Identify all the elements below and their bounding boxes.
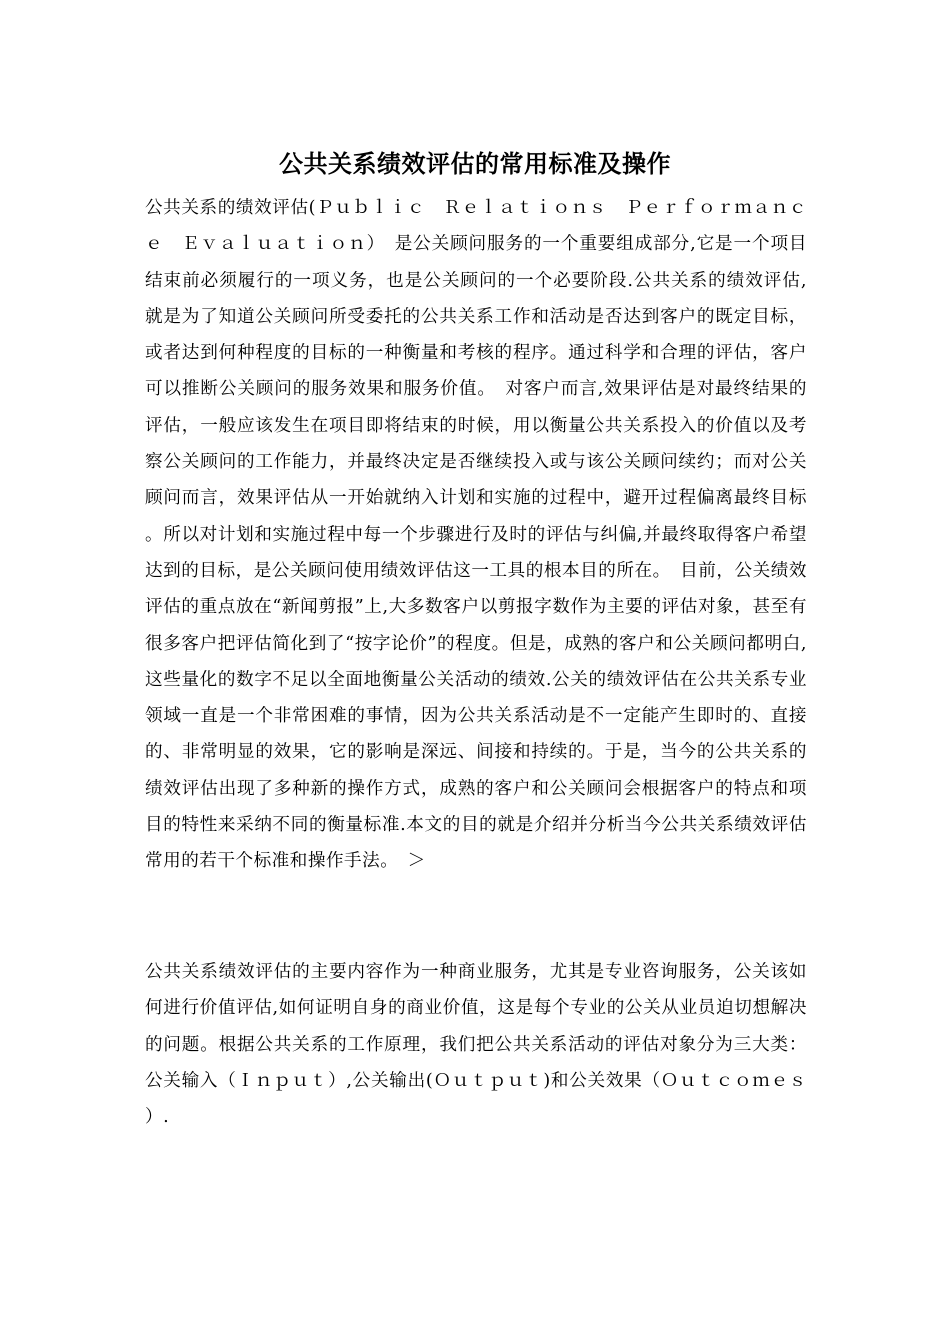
body-paragraph-2: 公共关系绩效评估的主要内容作为一种商业服务，尤其是专业咨询服务，公关该如何进行价值评估,如何证明自身的商业价值，这是每个专业的公关从业员迫切想解决的问题。根据公共关系的工作原理，我们把公共关系活动的评估对象分为三大类：公关输入（Ｉｎｐｕｔ）,公关输出(Ｏｕｔｐｕｔ)和公关效果（Ｏｕｔｃｏｍｅｓ）. [145, 962, 807, 1128]
body-paragraph-1: 公共关系的绩效评估(Ｐｕｂｌｉｃ Ｒｅｌａｔｉｏｎｓ Ｐｅｒｆｏｒｍａｎｃｅ Ｅｖａｌｕａｔｉｏｎ） 是公关顾问服务的一个重要组成部分,它是一个项目结束前必须履行的一项义务，也是公关顾问的一个必要阶段.公共关系的绩效评估,就是为了知道公关顾问所受委托的公共关系工作和活动是否达到客户的既定目标，或者达到何种程度的目标的一种衡量和考核的程序。通过科学和合理的评估，客户可以推断公关顾问的服务效果和服务价值。 对客户而言,效果评估是对最终结果的评估，一般应该发生在项目即将结束的时候，用以衡量公共关系投入的价值以及考察公关顾问的工作能力，并最终决定是否继续投入或与该公关顾问续约；而对公关顾问而言，效果评估从一开始就纳入计划和实施的过程中，避开过程偏离最终目标。所以对计划和实施过程中每一个步骤进行及时的评估与纠偏,并最终取得客户希望达到的目标，是公关顾问使用绩效评估这一工具的根本目的所在。 目前，公关绩效评估的重点放在“新闻剪报”上,大多数客户以剪报字数作为主要的评估对象，甚至有很多客户把评估简化到了“按字论价”的程度。但是，成熟的客户和公关顾问都明白,这些量化的数字不足以全面地衡量公关活动的绩效.公关的绩效评估在公共关系专业领域一直是一个非常困难的事情，因为公共关系活动是不一定能产生即时的、直接的、非常明显的效果，它的影响是深远、间接和持续的。于是，当今的公共关系的绩效评估出现了多种新的操作方式，成熟的客户和公关顾问会根据客户的特点和项目的特性来采纳不同的衡量标准.本文的目的就是介绍并分析当今公共关系绩效评估常用的若干个标准和操作手法。 ＞ [145, 198, 807, 872]
document-title: 公共关系绩效评估的常用标准及操作 [279, 150, 671, 179]
